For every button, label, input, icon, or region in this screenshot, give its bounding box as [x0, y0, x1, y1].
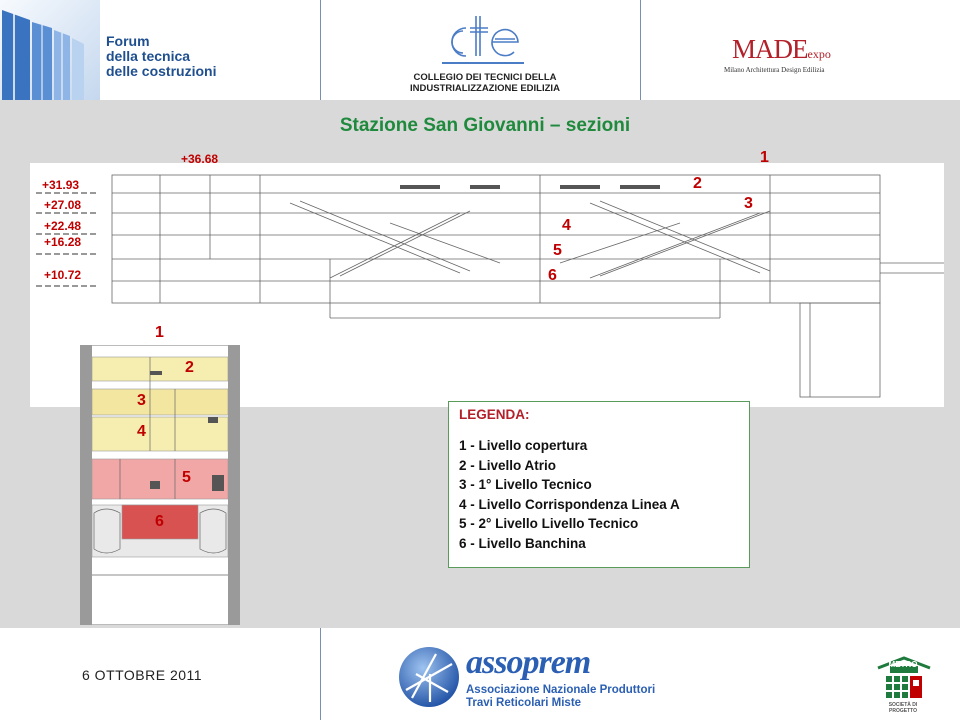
cte-logo-icon [440, 10, 526, 70]
forum-line-2: della tecnica [106, 48, 191, 64]
cross-section-level-label: 6 [155, 513, 164, 530]
legend-item: 4 - Livello Corrispondenza Linea A [459, 496, 680, 512]
cross-section-level-label: 5 [182, 469, 191, 486]
metro-sub: SOCIETÀ DI PROGETTO [888, 702, 918, 714]
legend-item: 2 - Livello Atrio [459, 457, 557, 473]
section-level-label: 5 [553, 242, 562, 259]
cross-section-level-label: 4 [137, 423, 146, 440]
forum-line-3: delle costruzioni [106, 63, 217, 79]
assoprem-subtitle-line-2: Travi Reticolari Miste [466, 697, 582, 709]
footer-divider [320, 628, 321, 720]
elevation-label: +36.68 [181, 152, 219, 166]
forum-line-1: Forum [106, 33, 150, 49]
cte-subtitle [380, 72, 590, 94]
legend-title: LEGENDA: [459, 407, 530, 422]
legend-item: 1 - Livello copertura [459, 438, 588, 453]
metro-label: METRO [888, 660, 918, 669]
legend-item: 3 - 1° Livello Tecnico [459, 477, 592, 492]
assoprem-subtitle-line-1: Associazione Nazionale Produttori [466, 684, 656, 696]
made-mark-suffix: expo [807, 47, 831, 61]
section-level-label: 1 [760, 149, 769, 166]
elevation-dashes [36, 190, 100, 290]
made-mark: MADE [732, 34, 808, 64]
cte-subtitle-line-2: INDUSTRIALIZZAZIONE EDILIZIA [410, 83, 560, 94]
legend-item: 6 - Livello Banchina [459, 535, 586, 551]
cross-section-level-label: 3 [137, 392, 146, 409]
assoprem-wordmark: assoprem [466, 644, 591, 681]
elevation-label: +31.93 [42, 178, 80, 192]
section-level-label: 3 [744, 195, 753, 212]
header-divider-2 [640, 0, 641, 100]
cross-section-drawing [80, 345, 240, 625]
section-level-label: 2 [693, 175, 702, 192]
elevation-label: +10.72 [44, 268, 82, 282]
assoprem-subtitle [466, 684, 655, 710]
header-divider-1 [320, 0, 321, 100]
legend-box [448, 401, 750, 568]
slide-title: Stazione San Giovanni – sezioni [339, 115, 631, 136]
made-logo [732, 34, 831, 65]
forum-logo-text [106, 34, 216, 79]
cte-subtitle-line-1: COLLEGIO DEI TECNICI DELLA [413, 72, 557, 83]
header [0, 0, 960, 100]
section-level-label: 4 [562, 217, 571, 234]
footer-date: 6 OTTOBRE 2011 [82, 667, 203, 683]
section-level-label: 6 [548, 267, 557, 284]
elevation-label: +27.08 [44, 198, 82, 212]
cross-section-level-label: 1 [155, 324, 164, 341]
legend-item: 5 - 2° Livello Livello Tecnico [459, 516, 639, 531]
elevation-label: +22.48 [44, 219, 82, 233]
assoprem-logo-icon [396, 644, 462, 710]
cross-section-level-label: 2 [185, 359, 194, 376]
forum-logo-icon [0, 0, 100, 100]
made-tagline: Milano Architettura Design Edilizia [724, 66, 825, 74]
elevation-label: +16.28 [44, 235, 82, 249]
